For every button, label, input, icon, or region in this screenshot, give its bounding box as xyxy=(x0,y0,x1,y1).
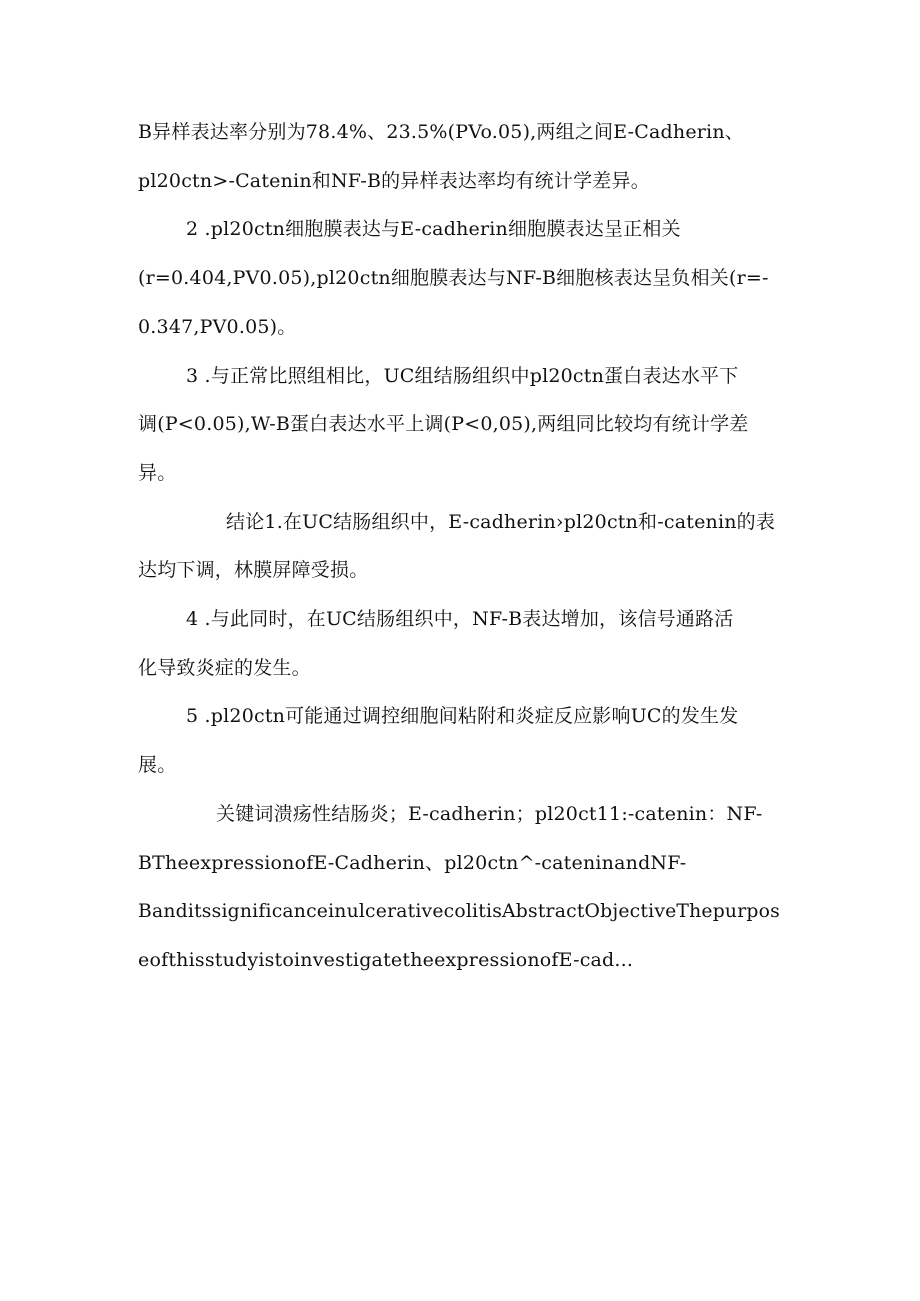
text-line: 2 .pl20ctn细胞膜表达与E-cadherin细胞膜表达呈正相关 xyxy=(186,218,681,240)
text-line: 4 .与此同时，在UC结肠组织中，NF-B表达增加，该信号通路活 xyxy=(186,608,734,630)
text-line: 3 .与正常比照组相比，UC组结肠组织中pl20ctn蛋白表达水平下 xyxy=(186,365,739,387)
text-line: 化导致炎症的发生。 xyxy=(138,657,311,679)
text-line: 达均下调，林膜屏障受损。 xyxy=(138,559,369,581)
text-line: 0.347,PV0.05)。 xyxy=(138,316,297,338)
text-line: eofthisstudyistoinvestigatetheexpressionofE-cad... xyxy=(138,949,634,971)
text-line: B异样表达率分别为78.4%、23.5%(PVo.05),两组之间E-Cadherin、 xyxy=(138,121,744,143)
text-line: 展。 xyxy=(138,754,177,776)
text-line: 5 .pl20ctn可能通过调控细胞间粘附和炎症反应影响UC的发生发 xyxy=(186,705,739,727)
text-line: 关键词溃疡性结肠炎；E-cadherin；pl20ct11:-catenin：NF- xyxy=(216,803,763,825)
text-line: BanditssignificanceinulcerativecolitisAbstractObjectiveThepurpos xyxy=(138,900,780,922)
text-line: pl20ctn>-Catenin和NF-B的异样表达率均有统计学差异。 xyxy=(138,170,650,192)
text-line: 结论1.在UC结肠组织中，E-cadherin›pl20ctn和-catenin的表 xyxy=(226,511,776,533)
text-line: BTheexpressionofE-Cadherin、pl20ctn^-cateninandNF- xyxy=(138,852,687,874)
text-line: (r=0.404,PV0.05),pl20ctn细胞膜表达与NF-B细胞核表达呈负相关(r=- xyxy=(138,267,769,289)
text-line: 异。 xyxy=(138,462,177,484)
text-line: 调(P<0.05),W-B蛋白表达水平上调(P<0,05),两组同比较均有统计学差 xyxy=(138,413,749,435)
